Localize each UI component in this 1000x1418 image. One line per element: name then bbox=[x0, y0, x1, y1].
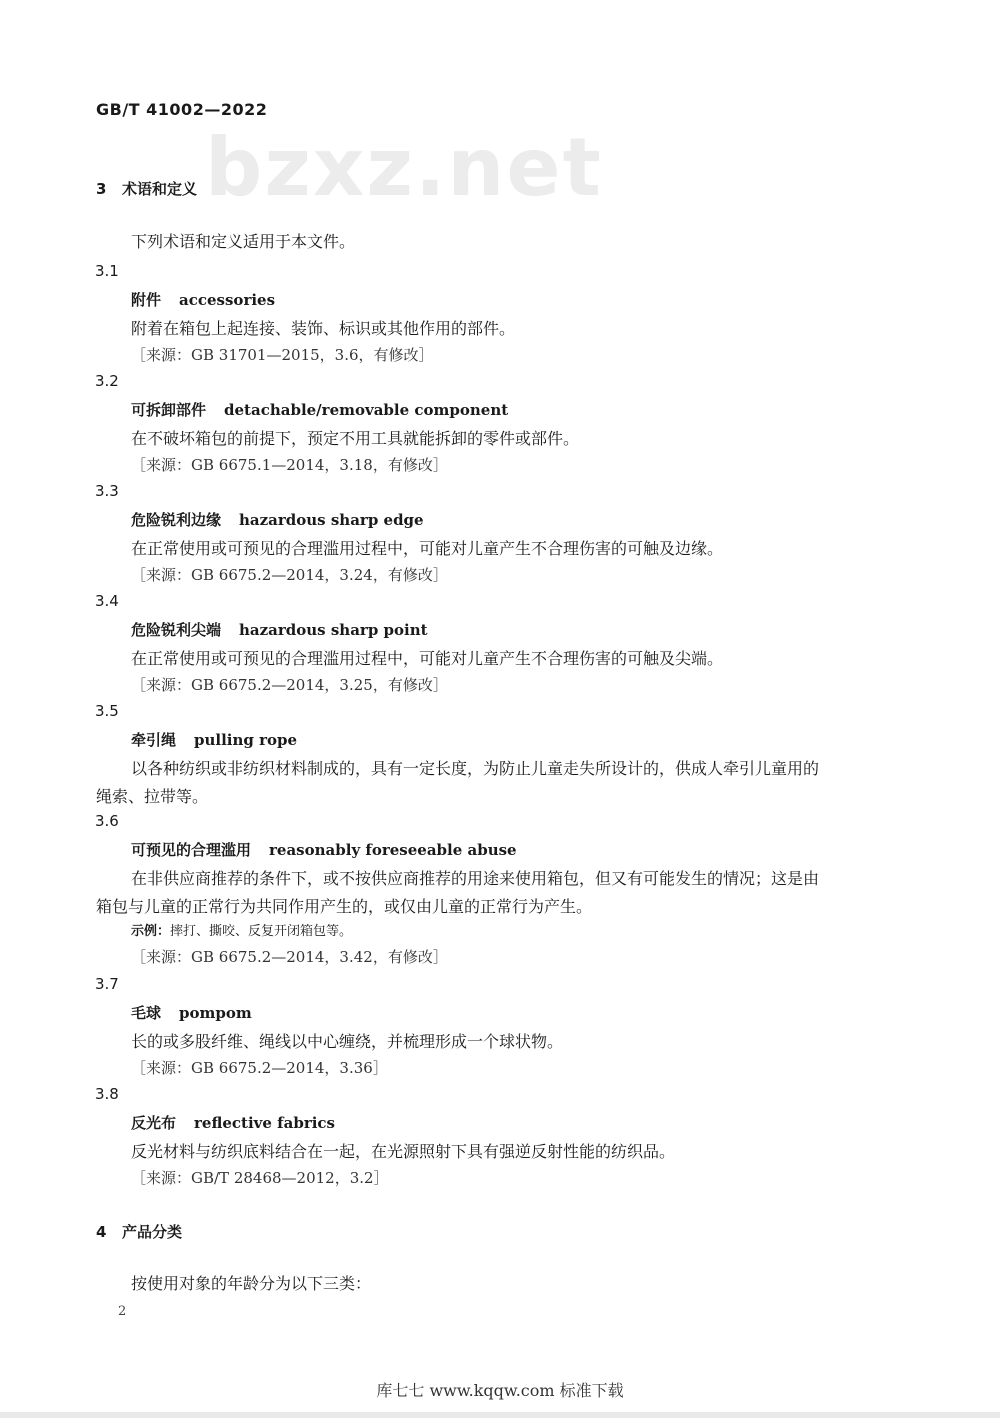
term-heading bbox=[131, 509, 424, 530]
term-number: 3.3 bbox=[95, 482, 119, 500]
term-zh: 反光布 bbox=[131, 1114, 177, 1132]
example-label: 示例： bbox=[131, 924, 171, 939]
term-definition: 在正常使用或可预见的合理滥用过程中，可能对儿童产生不合理伤害的可触及边缘。 bbox=[131, 539, 724, 558]
term-zh: 牵引绳 bbox=[131, 731, 177, 749]
term-heading bbox=[131, 399, 508, 420]
term-definition: 在不破坏箱包的前提下，预定不用工具就能拆卸的零件或部件。 bbox=[131, 429, 580, 448]
page-bottom-edge bbox=[0, 1412, 1000, 1418]
standard-code-header: GB/T 41002—2022 bbox=[96, 100, 268, 119]
term-source: ［来源：GB 31701—2015，3.6，有修改］ bbox=[131, 346, 434, 364]
term-heading bbox=[131, 619, 428, 640]
term-zh: 附件 bbox=[131, 291, 162, 309]
term-definition-line: 以各种纺织或非纺织材料制成的，具有一定长度，为防止儿童走失所设计的，供成人牵引儿童用的 bbox=[131, 759, 820, 778]
term-definition-line: 绳索、拉带等。 bbox=[96, 787, 209, 806]
term-en: hazardous sharp edge bbox=[239, 511, 424, 529]
term-source: ［来源：GB 6675.2—2014，3.24，有修改］ bbox=[131, 566, 448, 584]
section-heading: 产品分类 bbox=[122, 1223, 183, 1241]
term-zh: 可预见的合理滥用 bbox=[131, 841, 252, 859]
site-footer: 库七七 www.kqqw.com 标准下载 bbox=[376, 1381, 624, 1400]
term-definition-line: 在非供应商推荐的条件下，或不按供应商推荐的用途来使用箱包，但又有可能发生的情况；这是由 bbox=[131, 869, 820, 888]
section-number: 4 bbox=[96, 1223, 107, 1241]
term-number: 3.5 bbox=[95, 702, 119, 720]
term-en: detachable/removable component bbox=[224, 401, 509, 419]
term-number: 3.6 bbox=[95, 812, 119, 830]
term-number: 3.4 bbox=[95, 592, 119, 610]
term-heading bbox=[131, 839, 517, 860]
section-number: 3 bbox=[96, 180, 107, 198]
term-number: 3.1 bbox=[95, 262, 119, 280]
term-zh: 毛球 bbox=[131, 1004, 162, 1022]
term-heading bbox=[131, 1112, 335, 1133]
term-heading bbox=[131, 289, 275, 310]
term-zh: 危险锐利边缘 bbox=[131, 511, 222, 529]
term-en: accessories bbox=[179, 291, 276, 309]
term-definition: 附着在箱包上起连接、装饰、标识或其他作用的部件。 bbox=[131, 319, 516, 338]
term-en: reasonably foreseeable abuse bbox=[269, 841, 517, 859]
term-number: 3.2 bbox=[95, 372, 119, 390]
section-4-title bbox=[96, 1221, 182, 1242]
term-definition: 反光材料与纺织底料结合在一起，在光源照射下具有强逆反射性能的纺织品。 bbox=[131, 1142, 676, 1161]
term-number: 3.7 bbox=[95, 975, 119, 993]
term-heading bbox=[131, 1002, 252, 1023]
term-definition: 长的或多股纤维、绳线以中心缠绕，并梳理形成一个球状物。 bbox=[131, 1032, 564, 1051]
term-zh: 危险锐利尖端 bbox=[131, 621, 222, 639]
term-en: pompom bbox=[179, 1004, 252, 1022]
term-en: pulling rope bbox=[194, 731, 298, 749]
term-en: reflective fabrics bbox=[194, 1114, 335, 1132]
term-source: ［来源：GB 6675.2—2014，3.36］ bbox=[131, 1059, 388, 1077]
term-example bbox=[131, 920, 352, 939]
section-3-intro: 下列术语和定义适用于本文件。 bbox=[131, 232, 356, 251]
section-heading: 术语和定义 bbox=[122, 180, 198, 198]
term-number: 3.8 bbox=[95, 1085, 119, 1103]
term-heading bbox=[131, 729, 297, 750]
section-4-intro: 按使用对象的年龄分为以下三类： bbox=[131, 1274, 372, 1293]
section-3-title bbox=[96, 178, 197, 199]
term-source: ［来源：GB 6675.2—2014，3.42，有修改］ bbox=[131, 948, 448, 966]
watermark: bzxz.net bbox=[205, 121, 603, 214]
example-text: 摔打、撕咬、反复开闭箱包等。 bbox=[170, 924, 353, 939]
term-definition: 在正常使用或可预见的合理滥用过程中，可能对儿童产生不合理伤害的可触及尖端。 bbox=[131, 649, 724, 668]
term-source: ［来源：GB 6675.2—2014，3.25，有修改］ bbox=[131, 676, 448, 694]
term-definition-line: 箱包与儿童的正常行为共同作用产生的，或仅由儿童的正常行为产生。 bbox=[96, 897, 593, 916]
page-number: 2 bbox=[118, 1304, 127, 1319]
term-zh: 可拆卸部件 bbox=[131, 401, 207, 419]
term-source: ［来源：GB/T 28468—2012，3.2］ bbox=[131, 1169, 389, 1187]
term-en: hazardous sharp point bbox=[239, 621, 428, 639]
term-source: ［来源：GB 6675.1—2014，3.18，有修改］ bbox=[131, 456, 448, 474]
